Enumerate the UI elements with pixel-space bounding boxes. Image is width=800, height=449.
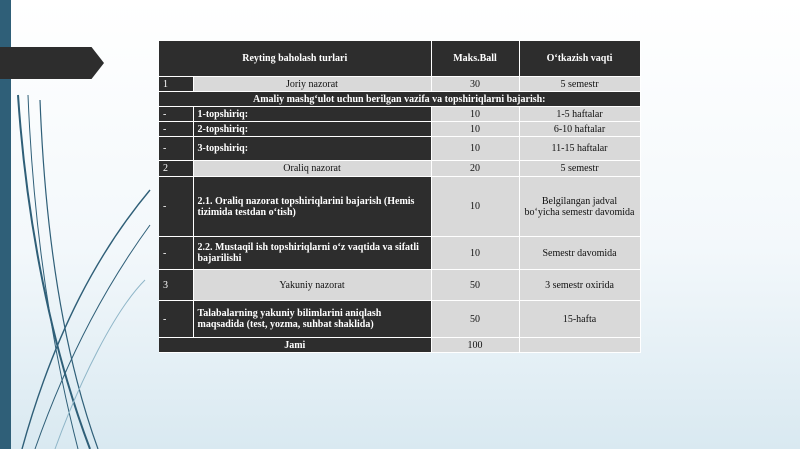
- row-label: 2.1. Oraliq nazorat topshiriqlarini bajarish (Hemis tizimida testdan o‘tish): [193, 177, 431, 237]
- row-time: 1-5 haftalar: [519, 107, 640, 122]
- total-max: 100: [431, 338, 519, 353]
- row-max: 50: [431, 270, 519, 301]
- row-max: 50: [431, 301, 519, 338]
- header-type: Reyting baholash turlari: [159, 41, 431, 77]
- header-time: O‘tkazish vaqti: [519, 41, 640, 77]
- row-max: 30: [431, 77, 519, 92]
- row-time: 5 semestr: [519, 77, 640, 92]
- table-row: [159, 270, 640, 301]
- row-number: -: [159, 122, 193, 137]
- row-max: 10: [431, 122, 519, 137]
- row-label: Talabalarning yakuniy bilimlarini aniqlash maqsadida (test, yozma, suhbat shaklida): [193, 301, 431, 338]
- table-row: [159, 137, 640, 161]
- row-number: 3: [159, 270, 193, 301]
- table-row: [159, 77, 640, 92]
- row-max: 10: [431, 237, 519, 270]
- row-number: -: [159, 237, 193, 270]
- row-time: 11-15 haftalar: [519, 137, 640, 161]
- row-number: -: [159, 301, 193, 338]
- row-label: Yakuniy nazorat: [193, 270, 431, 301]
- row-time: 6-10 haftalar: [519, 122, 640, 137]
- table-row: [159, 177, 640, 237]
- section-row: [159, 92, 640, 107]
- row-max: 10: [431, 137, 519, 161]
- rating-table: [159, 41, 641, 353]
- table-row: [159, 161, 640, 177]
- table-row: [159, 122, 640, 137]
- row-time: 15-hafta: [519, 301, 640, 338]
- row-time: Belgilangan jadval bo‘yicha semestr davomida: [519, 177, 640, 237]
- row-number: -: [159, 137, 193, 161]
- header-max: Maks.Ball: [431, 41, 519, 77]
- table-row: [159, 107, 640, 122]
- table-row: [159, 301, 640, 338]
- row-number: 2: [159, 161, 193, 177]
- total-row: [159, 338, 640, 353]
- row-number: -: [159, 107, 193, 122]
- total-time: [519, 338, 640, 353]
- header-row: [159, 41, 640, 77]
- table-row: [159, 237, 640, 270]
- row-number: -: [159, 177, 193, 237]
- row-label: 3-topshiriq:: [193, 137, 431, 161]
- row-label: 1-topshiriq:: [193, 107, 431, 122]
- section-title: Amaliy mashg‘ulot uchun berilgan vazifa va topshiriqlarni bajarish:: [159, 92, 640, 107]
- total-label: Jami: [159, 338, 431, 353]
- row-label: 2.2. Mustaqil ish topshiriqlarni o‘z vaqtida va sifatli bajarilishi: [193, 237, 431, 270]
- row-label: 2-topshiriq:: [193, 122, 431, 137]
- row-time: 3 semestr oxirida: [519, 270, 640, 301]
- row-max: 10: [431, 177, 519, 237]
- row-label: Oraliq nazorat: [193, 161, 431, 177]
- row-max: 20: [431, 161, 519, 177]
- row-time: Semestr davomida: [519, 237, 640, 270]
- row-label: Joriy nazorat: [193, 77, 431, 92]
- row-number: 1: [159, 77, 193, 92]
- row-max: 10: [431, 107, 519, 122]
- row-time: 5 semestr: [519, 161, 640, 177]
